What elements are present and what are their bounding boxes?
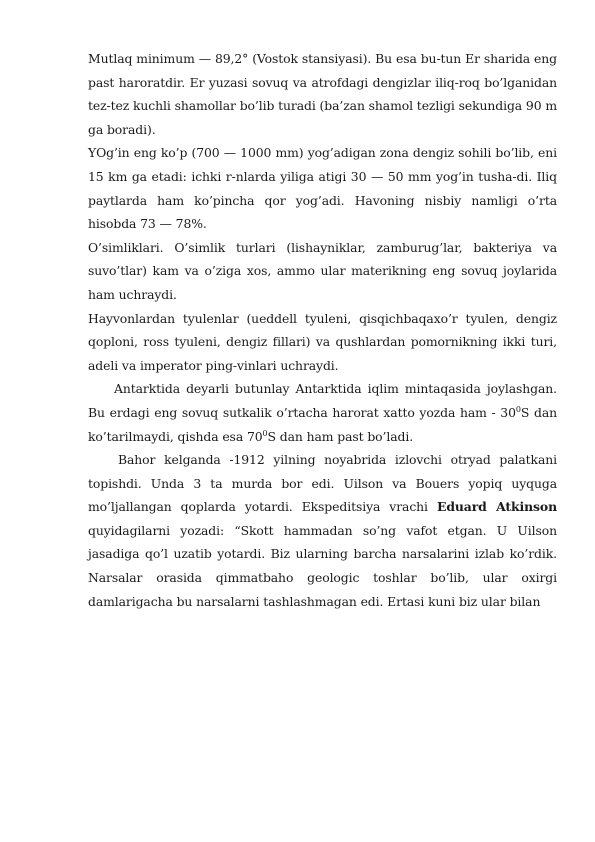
- paragraph-expedition: [88, 448, 557, 613]
- paragraph-climate-zone: [88, 377, 557, 448]
- paragraph-absolute-minimum: Mutlaq minimum — 89,2° (Vostok stansiyasi). Bu esa bu-tun Er sharida eng past haroratdir. Er yuzasi sovuq va atrofdagi dengizlar iliq-roq bo’lganidan tez-tez kuchli shamollar bo’lib turadi (ba’zan shamol tezligi sekundiga 90 m ga boradi).: [88, 51, 557, 137]
- paragraph-plants: O’simliklari. O’simlik turlari (lishayniklar, zamburug’lar, bakteriya va suvo’tlar) kam va o’ziga xos, ammo ular materikning eng sovuq joylarida ham uchraydi.: [88, 239, 557, 302]
- degree-superscript: 0: [515, 404, 521, 414]
- paragraph-animals: Hayvonlardan tyulenlar (ueddell tyuleni, qisqichbaqaxo’r tyulen, dengiz qoploni, ross tyuleni, dengiz fillari) va qushlardan pomornikning ikki turi, adeli va imperator ping-vinlari uchraydi.: [88, 310, 557, 373]
- climate-text-end: S dan ham past bo’ladi.: [267, 428, 414, 444]
- climate-text-start: Antarktida deyarli butunlay Antarktida iqlim mintaqasida joylashgan. Bu erdagi eng sovuq sutkalik o’rtacha harorat xatto yozda ham - 30: [88, 381, 557, 420]
- climate-text-middle: S dan ko’tarilmaydi, qishda esa 70: [88, 404, 557, 444]
- expedition-text-start: Bahor kelganda -1912 yilning noyabrida izlovchi otryad palatkani topishdi. Unda 3 ta murda bor edi. Uilson va Bouers yopiq uyquga mo’ljallangan qoplarda yotardi. Ekspeditsiya vrachi: [88, 452, 557, 515]
- document-page: [88, 47, 557, 613]
- person-name-bold: Eduard Atkinson: [436, 499, 558, 515]
- paragraph-precipitation: YOg’in eng ko’p (700 — 1000 mm) yog’adigan zona dengiz sohili bo’lib, eni 15 km ga etadi: ichki r-nlarda yiliga atigi 30 — 50 mm yog’in tusha-di. Iliq paytlarda ham ko’pincha qor yog’adi. Havoning nisbiy namligi o’rta hisobda 73 — 78%.: [88, 145, 557, 232]
- expedition-text-end: quyidagilarni yozadi: “Skott hammadan so’ng vafot etgan. U Uilson jasadiga qo’l uzatib yotardi. Biz ularning barcha narsalarini izlab ko’rdik. Narsalar orasida qimmatbaho geologic toshlar bo’lib, ular oxirgi damlarigacha bu narsalarni tashlashmagan edi. Ertasi kuni biz ular bilan: [88, 522, 557, 609]
- degree-superscript: 0: [262, 428, 268, 438]
